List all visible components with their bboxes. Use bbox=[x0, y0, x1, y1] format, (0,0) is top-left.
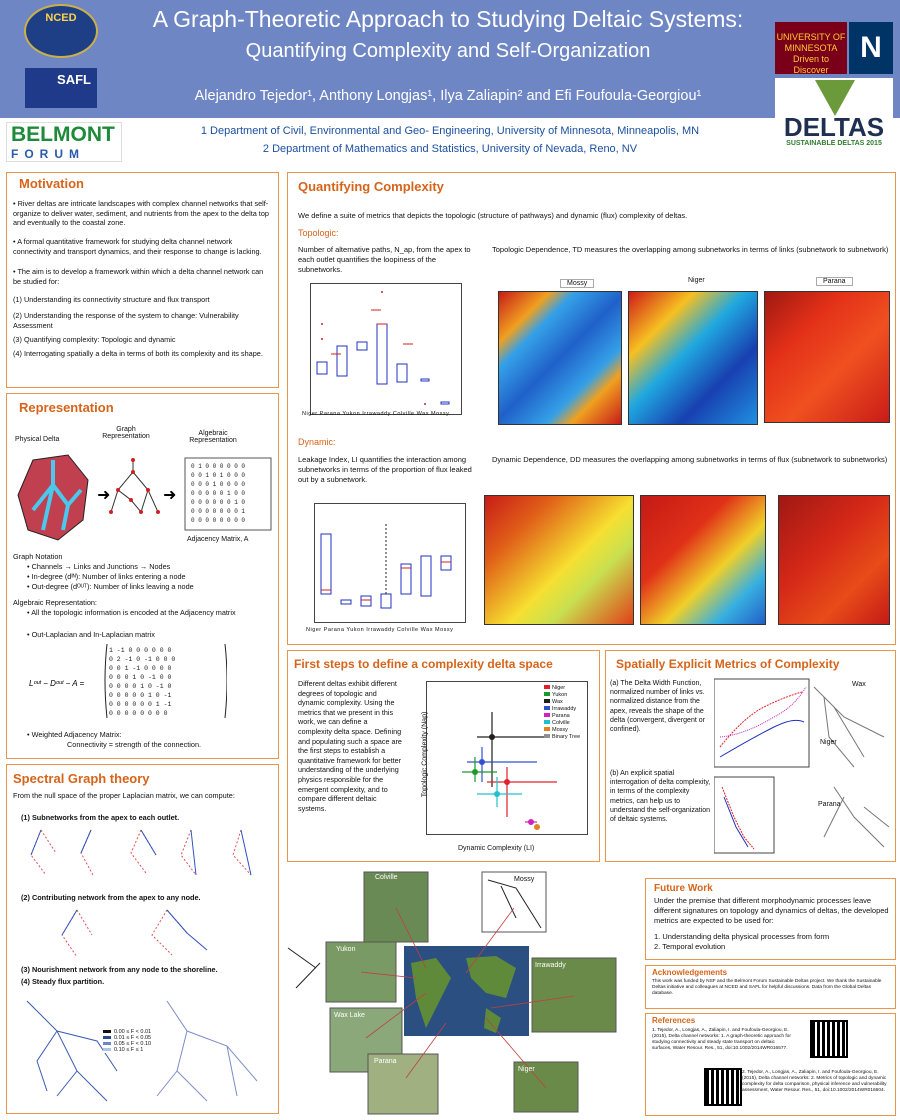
cs-legend-parana-text: Parana bbox=[552, 713, 570, 719]
nap-x-label-mossy: Mossy bbox=[430, 411, 450, 417]
algebraic-representation-label: Algebraic Representation bbox=[189, 430, 237, 444]
future-item-2: 2. Temporal evolution bbox=[654, 942, 726, 951]
motivation-panel bbox=[6, 172, 279, 388]
svg-text:0 0 0 1 0 0 0 0: 0 0 0 1 0 0 0 0 bbox=[191, 481, 246, 488]
map-label-yukon: Yukon bbox=[336, 946, 356, 953]
li-boxplot-svg bbox=[315, 504, 465, 622]
li-description: Leakage Index, LI quantifies the interaction among subnetworks in terms of the proportion of flux leaked out by a subnetwork. bbox=[298, 455, 472, 484]
alg-item-3: • Weighted Adjacency Matrix: bbox=[27, 730, 122, 739]
legend-swatch-1 bbox=[103, 1030, 111, 1033]
map-label-niger: Niger bbox=[518, 1066, 535, 1073]
belmont-text: BELMONT bbox=[11, 123, 115, 146]
li-x-labels bbox=[306, 627, 466, 633]
notation-item-3: • Out-degree (dᴼᵁᵀ): Number of links leaving a node bbox=[27, 582, 194, 591]
umn-logo bbox=[775, 22, 847, 74]
alg-item-1-text: All the topologic information is encoded at the Adjacency matrix bbox=[31, 608, 236, 617]
cs-swatch-irrawaddy bbox=[544, 706, 550, 710]
ref-2: 2. Tejedor, A., Longjas, A., Zaliapin, I. and Foufoula-Georgiou, E. (2015), Delta channel networks: 2. Metrics of topologic and dynamic complexity for delta comparison, physical inference and vulnerability assessment, Water Resour. Res., 51, doi:10.1002/2014WR016604. bbox=[742, 1070, 887, 1093]
nced-logo bbox=[24, 4, 98, 58]
cs-swatch-yukon bbox=[544, 692, 550, 696]
ref-1: 1. Tejedor, A., Longjas, A., Zaliapin, I. and Foufoula-Georgiou, E. (2015), Delta channel networks: 1. A graph-theoretic approach for studying connectivity and steady state transport on deltaic surfaces, Water Resour. Res., 51, doi:10.1002/2014WR016577. bbox=[652, 1028, 791, 1051]
svg-text:0 0 1 -1 0 0 0 0: 0 0 1 -1 0 0 0 0 bbox=[109, 665, 172, 672]
topologic-heatmap-niger bbox=[628, 291, 758, 425]
affiliations bbox=[130, 122, 770, 158]
motivation-item-3: (3) Quantifying complexity: Topologic and dynamic bbox=[13, 335, 176, 344]
graph-representation-label: Graph Representation bbox=[102, 426, 150, 440]
notation-item-2: • In-degree (dᴵᴺ): Number of links entering a node bbox=[27, 572, 186, 581]
world-delta-maps bbox=[286, 868, 640, 1116]
cs-legend-niger bbox=[544, 685, 594, 692]
flux-legend-1-text: 0.00 ≤ F < 0.01 bbox=[114, 1029, 152, 1035]
li-x-label-parana: Parana bbox=[323, 627, 345, 633]
width-function-niger bbox=[720, 692, 802, 747]
nap-x-label-niger: Niger bbox=[302, 411, 318, 417]
spatial-label-wax: Wax bbox=[852, 681, 866, 688]
svg-text:0 0 0 0 0 0 0 0: 0 0 0 0 0 0 0 0 bbox=[109, 710, 168, 717]
topologic-header: Topologic: bbox=[298, 228, 339, 238]
adjacency-matrix-values bbox=[191, 463, 245, 524]
umn-logo-text: UNIVERSITY OF MINNESOTA Driven to Discover bbox=[776, 32, 846, 75]
flux-legend-4-text: 0.10 ≤ F ≤ 1 bbox=[114, 1047, 144, 1053]
representation-title: Representation bbox=[19, 400, 114, 415]
legend-swatch-3 bbox=[103, 1042, 111, 1045]
cs-swatch-parana bbox=[544, 713, 550, 717]
nap-boxplot-svg bbox=[311, 284, 461, 414]
contributing-highlight bbox=[62, 910, 207, 950]
cs-legend-colville-text: Colville bbox=[552, 720, 570, 726]
graph-nodes bbox=[109, 458, 160, 514]
spectral-title: Spectral Graph theory bbox=[13, 771, 150, 786]
poster-subtitle: Quantifying Complexity and Self-Organization bbox=[245, 40, 651, 62]
complexity-ylabel: Topologic Complexity (Nap) bbox=[421, 711, 429, 798]
spectral-item-2: (2) Contributing network from the apex to any node. bbox=[21, 893, 201, 902]
alg-item-2-text: Out-Laplacian and In-Laplacian matrix bbox=[31, 630, 155, 639]
legend-swatch-2 bbox=[103, 1036, 111, 1039]
future-item-1: 1. Understanding delta physical processes from form bbox=[654, 932, 830, 941]
svg-text:0 2 -1 0 -1 0 0 0: 0 2 -1 0 -1 0 0 0 bbox=[109, 656, 176, 663]
laplacian-matrix bbox=[27, 642, 227, 722]
dynamic-header: Dynamic: bbox=[298, 437, 336, 447]
dynamic-heatmap-parana bbox=[778, 495, 890, 625]
flux-legend-2-text: 0.01 ≤ F < 0.05 bbox=[114, 1035, 152, 1041]
affiliation-2: 2 Department of Mathematics and Statistics, University of Nevada, Reno, NV bbox=[262, 143, 638, 155]
firststeps-panel bbox=[287, 650, 600, 862]
cs-legend-mossy-text: Mossy bbox=[552, 727, 568, 733]
svg-text:0 0 0 1 0 -1 0 0: 0 0 0 1 0 -1 0 0 bbox=[109, 674, 172, 681]
spatial-title: Spatially Explicit Metrics of Complexity bbox=[616, 657, 840, 671]
arrow-icon: ➜ bbox=[97, 487, 111, 504]
refs-panel bbox=[645, 1013, 896, 1116]
safl-logo-text: SAFL bbox=[57, 72, 91, 87]
nevada-logo: N bbox=[849, 22, 893, 74]
refs-title: References bbox=[652, 1016, 696, 1025]
cs-legend-parana bbox=[544, 713, 594, 720]
cs-legend-irrawaddy bbox=[544, 706, 594, 713]
ack-title: Acknowledgements bbox=[652, 968, 728, 977]
nap-description: Number of alternative paths, N_ap, from the apex to each outlet quantifies the loopiness of the subnetworks. bbox=[298, 245, 471, 274]
graph-edges bbox=[111, 460, 158, 512]
nap-x-label-colville: Colville bbox=[392, 411, 415, 417]
motivation-title: Motivation bbox=[19, 176, 84, 191]
forum-text: FORUM bbox=[11, 147, 85, 161]
future-text: Under the premise that different morphodynamic processes leave different signatures on topology and dynamics of deltas, the developed metrics are expected to be used for: bbox=[654, 896, 889, 925]
laplacian-values bbox=[109, 647, 175, 717]
cs-legend-binary bbox=[544, 734, 594, 741]
spatial-panel bbox=[605, 650, 896, 862]
li-x-label-irrawaddy: Irrawaddy bbox=[366, 627, 395, 633]
motivation-item-2: (2) Understanding the response of the system to change: Vulnerability Assessment bbox=[13, 311, 239, 330]
weighted-note: Connectivity = strength of the connection. bbox=[67, 740, 202, 749]
contributing-figure bbox=[47, 905, 247, 963]
nap-boxplot bbox=[310, 283, 462, 415]
svg-text:0 1 0 0 0 0 0 0: 0 1 0 0 0 0 0 0 bbox=[191, 463, 246, 470]
notation-item-1-text: Channels → Links and Junctions → Nodes bbox=[31, 562, 171, 571]
cs-legend-wax-text: Wax bbox=[552, 699, 563, 705]
map-label-irrawaddy: Irrawaddy bbox=[535, 962, 566, 969]
td-description: Topologic Dependence, TD measures the overlapping among subnetworks in terms of links (subnetwork to subnetwork) bbox=[492, 245, 889, 254]
svg-text:0 0 0 0 0 0 1 -1: 0 0 0 0 0 0 1 -1 bbox=[109, 701, 172, 708]
motivation-bullet-3: • The aim is to develop a framework within which a delta channel network can be studied for: bbox=[13, 267, 264, 286]
affiliation-1: 1 Department of Civil, Environmental and Geo- Engineering, University of Minnesota, Minneapolis, MN bbox=[200, 125, 700, 137]
li-x-label-colville: Colville bbox=[396, 627, 419, 633]
li-x-label-yukon: Yukon bbox=[346, 627, 365, 633]
poster-title: A Graph-Theoretic Approach to Studying Deltaic Systems: bbox=[152, 6, 744, 32]
motivation-item-4: (4) Interrogating spatially a delta in terms of both its complexity and its shape. bbox=[13, 349, 263, 358]
legend-swatch-4 bbox=[103, 1048, 111, 1051]
deltas-sub: SUSTAINABLE DELTAS 2015 bbox=[786, 140, 882, 147]
nap-boxes bbox=[317, 324, 449, 404]
width-function-plot bbox=[714, 679, 809, 767]
flux-legend-3-text: 0.05 ≤ F < 0.10 bbox=[114, 1041, 152, 1047]
complexity-space-legend bbox=[544, 685, 594, 741]
width-function-wax bbox=[720, 720, 804, 757]
spatial-label-niger: Niger bbox=[820, 739, 837, 746]
wax-map-network bbox=[814, 687, 884, 767]
motivation-bullet-3-text: The aim is to develop a framework within which a delta channel network can be studied for: bbox=[13, 267, 264, 286]
cs-swatch-binary bbox=[544, 734, 550, 738]
nap-x-label-yukon: Yukon bbox=[342, 411, 361, 417]
motivation-bullet-1: • River deltas are intricate landscapes with complex channel networks that self-organize to deliver water, sediment, and nutrients from the apex to the delta top and eventually to the coastal zone. bbox=[13, 199, 269, 227]
quantifying-panel bbox=[287, 172, 896, 645]
arrow-icon-2: ➜ bbox=[163, 487, 177, 504]
motivation-bullet-2-text: A formal quantitative framework for studying delta channel network connectivity and transport dynamics, and their response to change is lacking. bbox=[13, 237, 262, 256]
spatial-figures bbox=[714, 677, 894, 857]
alg-item-1: • All the topologic information is encoded at the Adjacency matrix bbox=[27, 608, 236, 617]
spatial-text-b: (b) An explicit spatial interrogation of delta complexity, in terms of the complexity metrics, can help us to understand the self-organization of deltaic systems. bbox=[610, 770, 711, 824]
alg-item-2: • Out-Laplacian and In-Laplacian matrix bbox=[27, 630, 155, 639]
alg-title: Algebraic Representation: bbox=[13, 598, 97, 607]
heatmap-label-niger: Niger bbox=[688, 277, 705, 284]
cs-legend-niger-text: Niger bbox=[552, 685, 566, 691]
cs-swatch-wax bbox=[544, 699, 550, 703]
quantifying-title: Quantifying Complexity bbox=[298, 179, 444, 194]
dynamic-heatmap-niger bbox=[640, 495, 766, 625]
map-label-mossy: Mossy bbox=[514, 876, 535, 883]
cs-legend-irrawaddy-text: Irrawaddy bbox=[552, 706, 577, 712]
nap-x-label-irrawaddy: Irrawaddy bbox=[362, 411, 391, 417]
notation-item-1: • Channels → Links and Junctions → Nodes bbox=[27, 562, 171, 571]
svg-text:0 0 0 0 0 0 0 0: 0 0 0 0 0 0 0 0 bbox=[191, 517, 246, 524]
flux-legend bbox=[103, 1029, 175, 1053]
nap-x-labels bbox=[302, 411, 462, 417]
deltas-logo bbox=[775, 78, 893, 150]
topologic-heatmap-parana bbox=[764, 291, 890, 423]
nap-x-label-parana: Parana bbox=[319, 411, 341, 417]
qr-code-2[interactable] bbox=[704, 1068, 742, 1106]
notation-item-2-text: In-degree (dᴵᴺ): Number of links entering a node bbox=[31, 572, 186, 581]
motivation-item-1: (1) Understanding its connectivity structure and flux transport bbox=[13, 295, 210, 304]
nap-medians bbox=[331, 310, 413, 354]
cs-legend-yukon bbox=[544, 692, 594, 699]
ack-text: This work was funded by NSF and the Belmont Forum Sustainable Deltas project. We thank the Sustainable Deltas initiative and colleagues at NCED and SAFL for helpful discussions. Data from the Global Deltas database. bbox=[652, 979, 882, 996]
qr-code-1[interactable] bbox=[810, 1020, 848, 1058]
li-x-label-wax: Wax bbox=[420, 627, 433, 633]
nced-logo-text: NCED bbox=[45, 12, 77, 24]
laplacian-equation-icon: Lᵒᵘᵗ − Dᵒᵘᵗ − A = bbox=[29, 679, 85, 688]
quantifying-intro: We define a suite of metrics that depicts the topologic (structure of pathways) and dynamic (flux) complexity of deltas. bbox=[298, 211, 688, 220]
notation-item-3-text: Out-degree (dᴼᵁᵀ): Number of links leaving a node bbox=[31, 582, 194, 591]
motivation-bullet-2: • A formal quantitative framework for studying delta channel network connectivity and transport dynamics, and their response to change is lacking. bbox=[13, 237, 262, 256]
spatial-text-a: (a) The Delta Width Function, normalized number of links vs. normalized distance from the apex, reveals the shape of the delta (convergent, divergent or confined). bbox=[610, 680, 705, 734]
ack-panel bbox=[645, 965, 896, 1009]
parana-map-network bbox=[824, 787, 889, 847]
firststeps-title: First steps to define a complexity delta space bbox=[294, 657, 553, 671]
svg-text:0 0 0 0 0 1 0 0: 0 0 0 0 0 1 0 0 bbox=[191, 490, 246, 497]
svg-text:0 0 0 0 0 0 1 0: 0 0 0 0 0 0 1 0 bbox=[191, 499, 246, 506]
subnetwork-paths bbox=[31, 830, 251, 875]
cs-legend-wax bbox=[544, 699, 594, 706]
yukon-network bbox=[288, 948, 320, 988]
subnetwork-highlight bbox=[31, 830, 251, 875]
contributing-paths bbox=[62, 910, 187, 957]
cs-legend-mossy bbox=[544, 727, 594, 734]
spectral-panel bbox=[6, 764, 279, 1114]
map-label-parana: Parana bbox=[374, 1058, 397, 1065]
subnetworks-figure bbox=[21, 825, 271, 885]
spectral-item-1: (1) Subnetworks from the apex to each outlet. bbox=[21, 813, 180, 822]
spectral-item-3: (3) Nourishment network from any node to the shoreline. bbox=[21, 965, 218, 974]
cs-swatch-niger bbox=[544, 685, 550, 689]
alg-item-3-text: Weighted Adjacency Matrix: bbox=[31, 730, 122, 739]
notation-title: Graph Notation bbox=[13, 552, 63, 561]
authors: Alejandro Tejedor¹, Anthony Longjas¹, Ilya Zaliapin² and Efi Foufoula-Georgiou¹ bbox=[194, 88, 702, 104]
spectral-intro: From the null space of the proper Laplacian matrix, we can compute: bbox=[13, 791, 235, 800]
cs-legend-yukon-text: Yukon bbox=[552, 692, 568, 698]
safl-logo bbox=[25, 68, 97, 108]
dynamic-heatmap-mossy bbox=[484, 495, 634, 625]
svg-text:0 0 0 0 0 0 0 1: 0 0 0 0 0 0 0 1 bbox=[191, 508, 246, 515]
representation-panel bbox=[6, 393, 279, 759]
flux-legend-4 bbox=[103, 1047, 175, 1053]
future-panel bbox=[645, 878, 896, 960]
adjacency-label: Adjacency Matrix, A bbox=[187, 536, 249, 543]
svg-text:0 0 1 0 1 0 0 0: 0 0 1 0 1 0 0 0 bbox=[191, 472, 246, 479]
representation-figure bbox=[13, 450, 278, 545]
physical-delta-label: Physical Delta bbox=[15, 436, 60, 443]
svg-text:0 0 0 0 0 1 0 -1: 0 0 0 0 0 1 0 -1 bbox=[109, 692, 172, 699]
delta-tree-icon bbox=[815, 80, 855, 116]
complexity-space-marks bbox=[462, 712, 557, 822]
cs-legend-colville bbox=[544, 720, 594, 727]
map-label-colville: Colville bbox=[375, 874, 398, 881]
svg-text:1 -1 0 0 0 0 0 0: 1 -1 0 0 0 0 0 0 bbox=[109, 647, 172, 654]
topologic-heatmap-mossy bbox=[498, 291, 622, 425]
li-x-label-niger: Niger bbox=[306, 627, 322, 633]
nap-x-label-wax: Wax bbox=[416, 411, 429, 417]
map-label-waxlake: Wax Lake bbox=[334, 1012, 365, 1019]
heatmap-label-mossy: Mossy bbox=[560, 279, 594, 288]
spatial-label-parana: Parana bbox=[818, 801, 841, 808]
cs-legend-binary-text: Binary Tree bbox=[552, 734, 581, 740]
complexity-profile-red bbox=[722, 787, 754, 849]
heatmap-label-parana: Parana bbox=[816, 277, 853, 286]
belmont-forum-logo bbox=[6, 122, 122, 162]
firststeps-text: Different deltas exhibit different degrees of topologic and dynamic complexity. Using the metrics that we present in this work, we can define a complexity delta space. Defining and populating such a space are the first steps to establish a quantitative framework for better understanding of the underlying physics responsible for the emergent complexity, and to compare different deltaic systems. bbox=[298, 679, 402, 813]
cs-swatch-mossy bbox=[544, 727, 550, 731]
li-boxplot bbox=[314, 503, 466, 623]
svg-text:0 0 0 0 1 0 -1 0: 0 0 0 0 1 0 -1 0 bbox=[109, 683, 172, 690]
deltas-word: DELTAS bbox=[783, 112, 885, 142]
irrawaddy-map bbox=[532, 958, 616, 1032]
future-title: Future Work bbox=[654, 883, 713, 894]
colville-map bbox=[364, 872, 428, 942]
li-x-label-mossy: Mossy bbox=[434, 627, 454, 633]
spectral-item-4: (4) Steady flux partition. bbox=[21, 977, 105, 986]
cs-swatch-colville bbox=[544, 720, 550, 724]
dd-description: Dynamic Dependence, DD measures the overlapping among subnetworks in terms of flux (subnetwork to subnetworks) bbox=[492, 455, 888, 464]
motivation-bullet-1-text: River deltas are intricate landscapes with complex channel networks that self-organize to deliver water, sediment, and nutrients from the apex to the delta top and eventually to the coastal zone. bbox=[13, 199, 269, 227]
complexity-xlabel: Dynamic Complexity (LI) bbox=[458, 845, 535, 852]
